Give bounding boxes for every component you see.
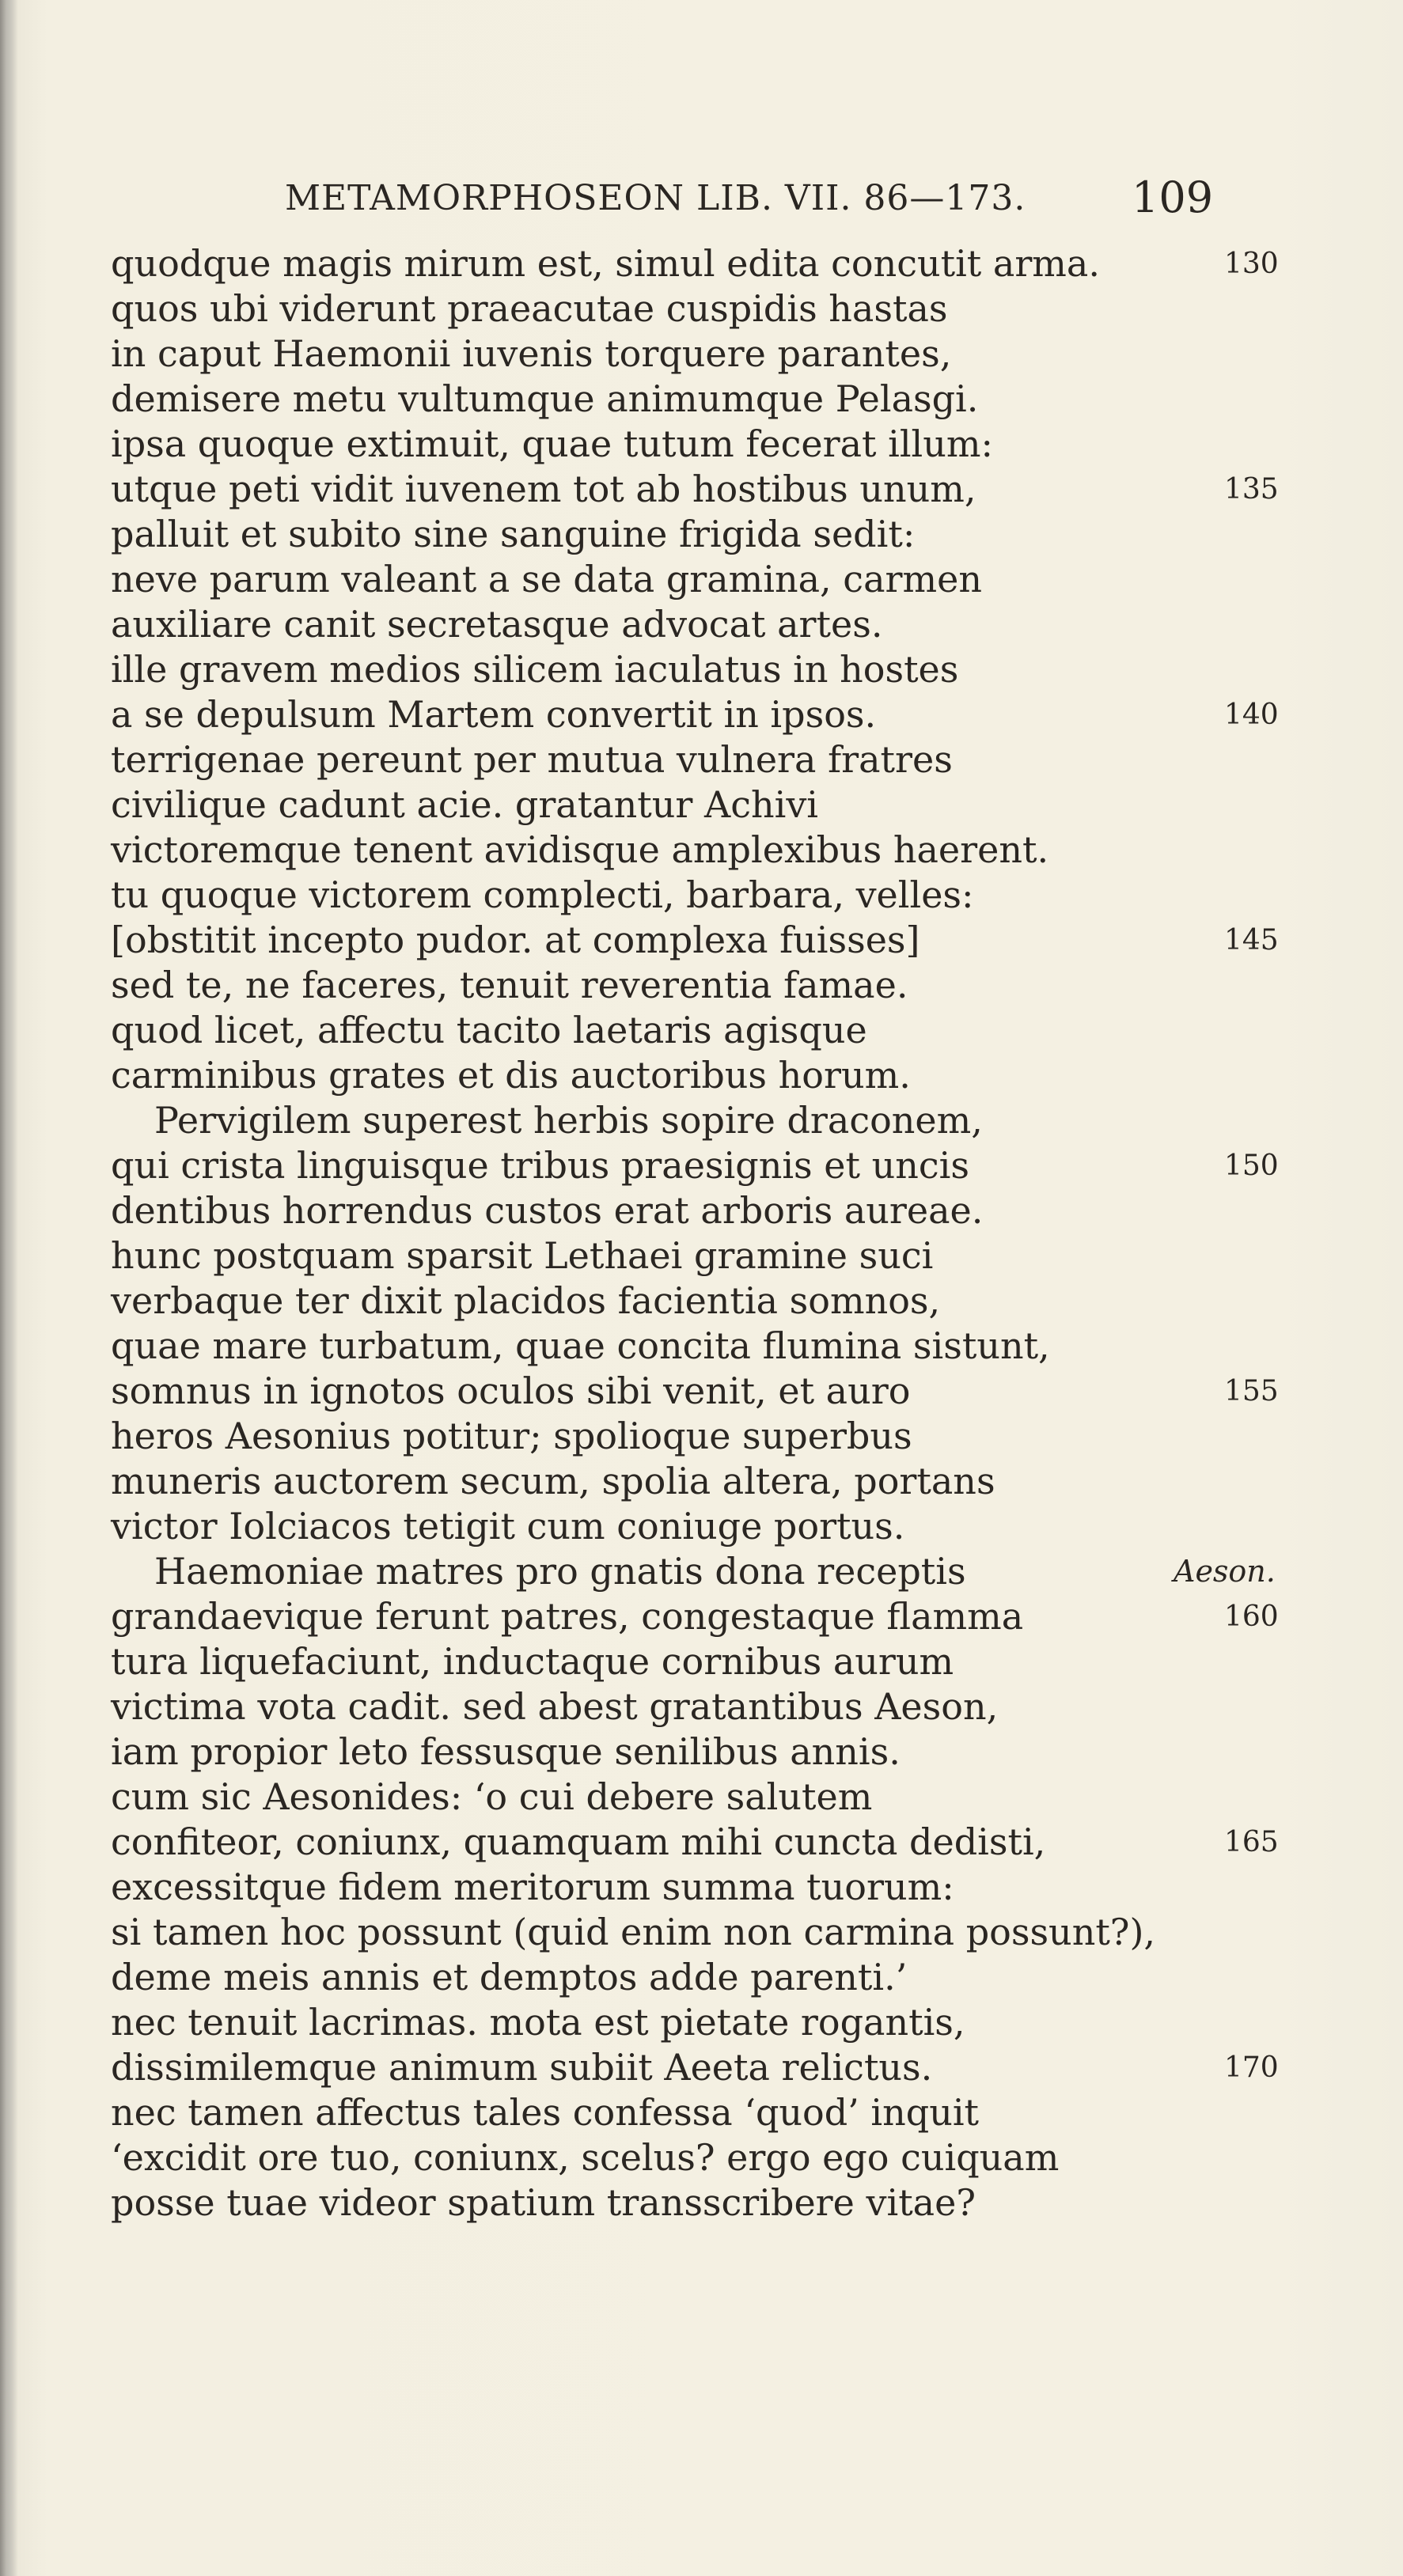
line-number: 160 [1224,1601,1279,1633]
verse-text: [obstitit incepto pudor. at complexa fuisses] [111,919,920,961]
verse-text: neve parum valeant a se data gramina, carmen [111,558,982,600]
verse-text: qui crista linguisque tribus praesignis et uncis [111,1144,969,1187]
line-number: 140 [1224,699,1279,731]
verse-line [111,1775,1298,1820]
verse-text: hunc postquam sparsit Lethaei gramine suci [111,1234,934,1277]
verse-line [111,1053,1298,1098]
margin-note: Aeson. [1174,1554,1276,1589]
verse-line [111,2090,1298,2135]
verse-line [111,918,1298,963]
verse-line [111,647,1298,692]
verse-line [111,2135,1298,2180]
verse-line [111,1279,1298,1324]
verse-line [111,286,1298,331]
page-number: 109 [1132,172,1214,222]
verse-line [111,1324,1298,1369]
verse-text: quos ubi viderunt praeacutae cuspidis hastas [111,287,948,330]
verse-line [111,2180,1298,2226]
verse-text: confiteor, coniunx, quamquam mihi cuncta dedisti, [111,1820,1046,1863]
verse-text: cum sic Aesonides: ‘o cui debere salutem [111,1775,873,1818]
verse-line [111,1820,1298,1865]
verse-line [111,737,1298,782]
verse-text: palluit et subito sine sanguine frigida sedit: [111,513,916,555]
verse-text: victor Iolciacos tetigit cum coniuge portus. [111,1505,905,1547]
verse-line [111,2000,1298,2045]
verse-text: deme meis annis et demptos adde parenti.’ [111,1956,908,1998]
verse-line [111,1594,1298,1639]
verse-line [111,1233,1298,1279]
verse-line [111,557,1298,602]
verse-line [111,1865,1298,1910]
verse-text: terrigenae pereunt per mutua vulnera fratres [111,738,953,781]
line-number: 155 [1224,1375,1279,1407]
verse-text: posse tuae videor spatium transscribere vitae? [111,2181,976,2224]
verse-text: Pervigilem superest herbis sopire draconem, [154,1099,983,1142]
verse-line [111,1188,1298,1233]
verse-line [111,1639,1298,1684]
verse-line [111,1414,1298,1459]
verse-line [111,1369,1298,1414]
verse-text: quod licet, affectu tacito laetaris agisque [111,1009,867,1051]
verse-text: a se depulsum Martem convertit in ipsos. [111,693,877,736]
running-head: METAMORPHOSEON LIB. VII. 86—173. [285,178,1026,218]
verse-text: carminibus grates et dis auctoribus horum. [111,1054,911,1097]
line-number: 170 [1224,2051,1279,2084]
verse-text: tu quoque victorem complecti, barbara, velles: [111,873,974,916]
verse-line [111,241,1298,286]
verse-text: heros Aesonius potitur; spolioque superbus [111,1415,912,1457]
verse-text: utque peti vidit iuvenem tot ab hostibus unum, [111,468,976,510]
verse-text: si tamen hoc possunt (quid enim non carmina possunt?), [111,1911,1156,1953]
verse-line [111,1143,1298,1188]
verse-text: auxiliare canit secretasque advocat artes. [111,603,883,646]
verse-line [111,1549,1298,1594]
line-number: 130 [1224,248,1279,280]
line-number: 165 [1224,1826,1279,1858]
verse-text: quodque magis mirum est, simul edita concutit arma. [111,242,1100,285]
verse-line [111,331,1298,377]
verse-text: ipsa quoque extimuit, quae tutum fecerat illum: [111,422,993,465]
verse-text: somnus in ignotos oculos sibi venit, et auro [111,1369,911,1412]
verse-line [111,1098,1298,1143]
verse-text: excessitque fidem meritorum summa tuorum: [111,1866,954,1908]
verse-text: Haemoniae matres pro gnatis dona receptis [154,1550,966,1593]
line-number: 150 [1224,1150,1279,1182]
verse-line [111,377,1298,422]
verse-text: dentibus horrendus custos erat arboris aureae. [111,1189,984,1232]
verse-line [111,873,1298,918]
verse-text: in caput Haemonii iuvenis torquere parantes, [111,332,952,375]
verse-text: verbaque ter dixit placidos facientia somnos, [111,1279,941,1322]
verse-line [111,1684,1298,1729]
verse-text: victoremque tenent avidisque amplexibus haerent. [111,828,1049,871]
verse-line [111,602,1298,647]
verse-line [111,1459,1298,1504]
verse-text: grandaevique ferunt patres, congestaque flamma [111,1595,1024,1638]
verse-line [111,1729,1298,1775]
verse-text: dissimilemque animum subiit Aeeta relictus. [111,2046,933,2089]
line-number: 135 [1224,473,1279,506]
verse-line [111,1008,1298,1053]
verse-text: sed te, ne faceres, tenuit reverentia famae. [111,964,908,1006]
verse-line [111,963,1298,1008]
verse-text: ille gravem medios silicem iaculatus in hostes [111,648,959,691]
verse-line [111,782,1298,828]
verse-line [111,1910,1298,1955]
verse-line [111,1955,1298,2000]
verse-text: nec tenuit lacrimas. mota est pietate rogantis, [111,2001,965,2044]
verse-text-block [111,241,1298,2226]
line-number: 145 [1224,924,1279,957]
verse-line [111,422,1298,467]
verse-line [111,828,1298,873]
verse-text: quae mare turbatum, quae concita flumina sistunt, [111,1324,1050,1367]
verse-text: victima vota cadit. sed abest gratantibus Aeson, [111,1685,999,1728]
verse-text: nec tamen affectus tales confessa ‘quod’ inquit [111,2091,980,2134]
verse-line [111,692,1298,737]
verse-line [111,467,1298,512]
verse-text: civilique cadunt acie. gratantur Achivi [111,783,819,826]
verse-text: tura liquefaciunt, inductaque cornibus aurum [111,1640,954,1683]
verse-line [111,1504,1298,1549]
verse-text: ‘excidit ore tuo, coniunx, scelus? ergo ego cuiquam [111,2136,1060,2179]
page-gutter-shadow [0,0,17,2576]
verse-line [111,2045,1298,2090]
verse-line [111,512,1298,557]
verse-text: iam propior leto fessusque senilibus annis. [111,1730,901,1773]
verse-text: muneris auctorem secum, spolia altera, portans [111,1460,995,1502]
verse-text: demisere metu vultumque animumque Pelasgi. [111,377,979,420]
